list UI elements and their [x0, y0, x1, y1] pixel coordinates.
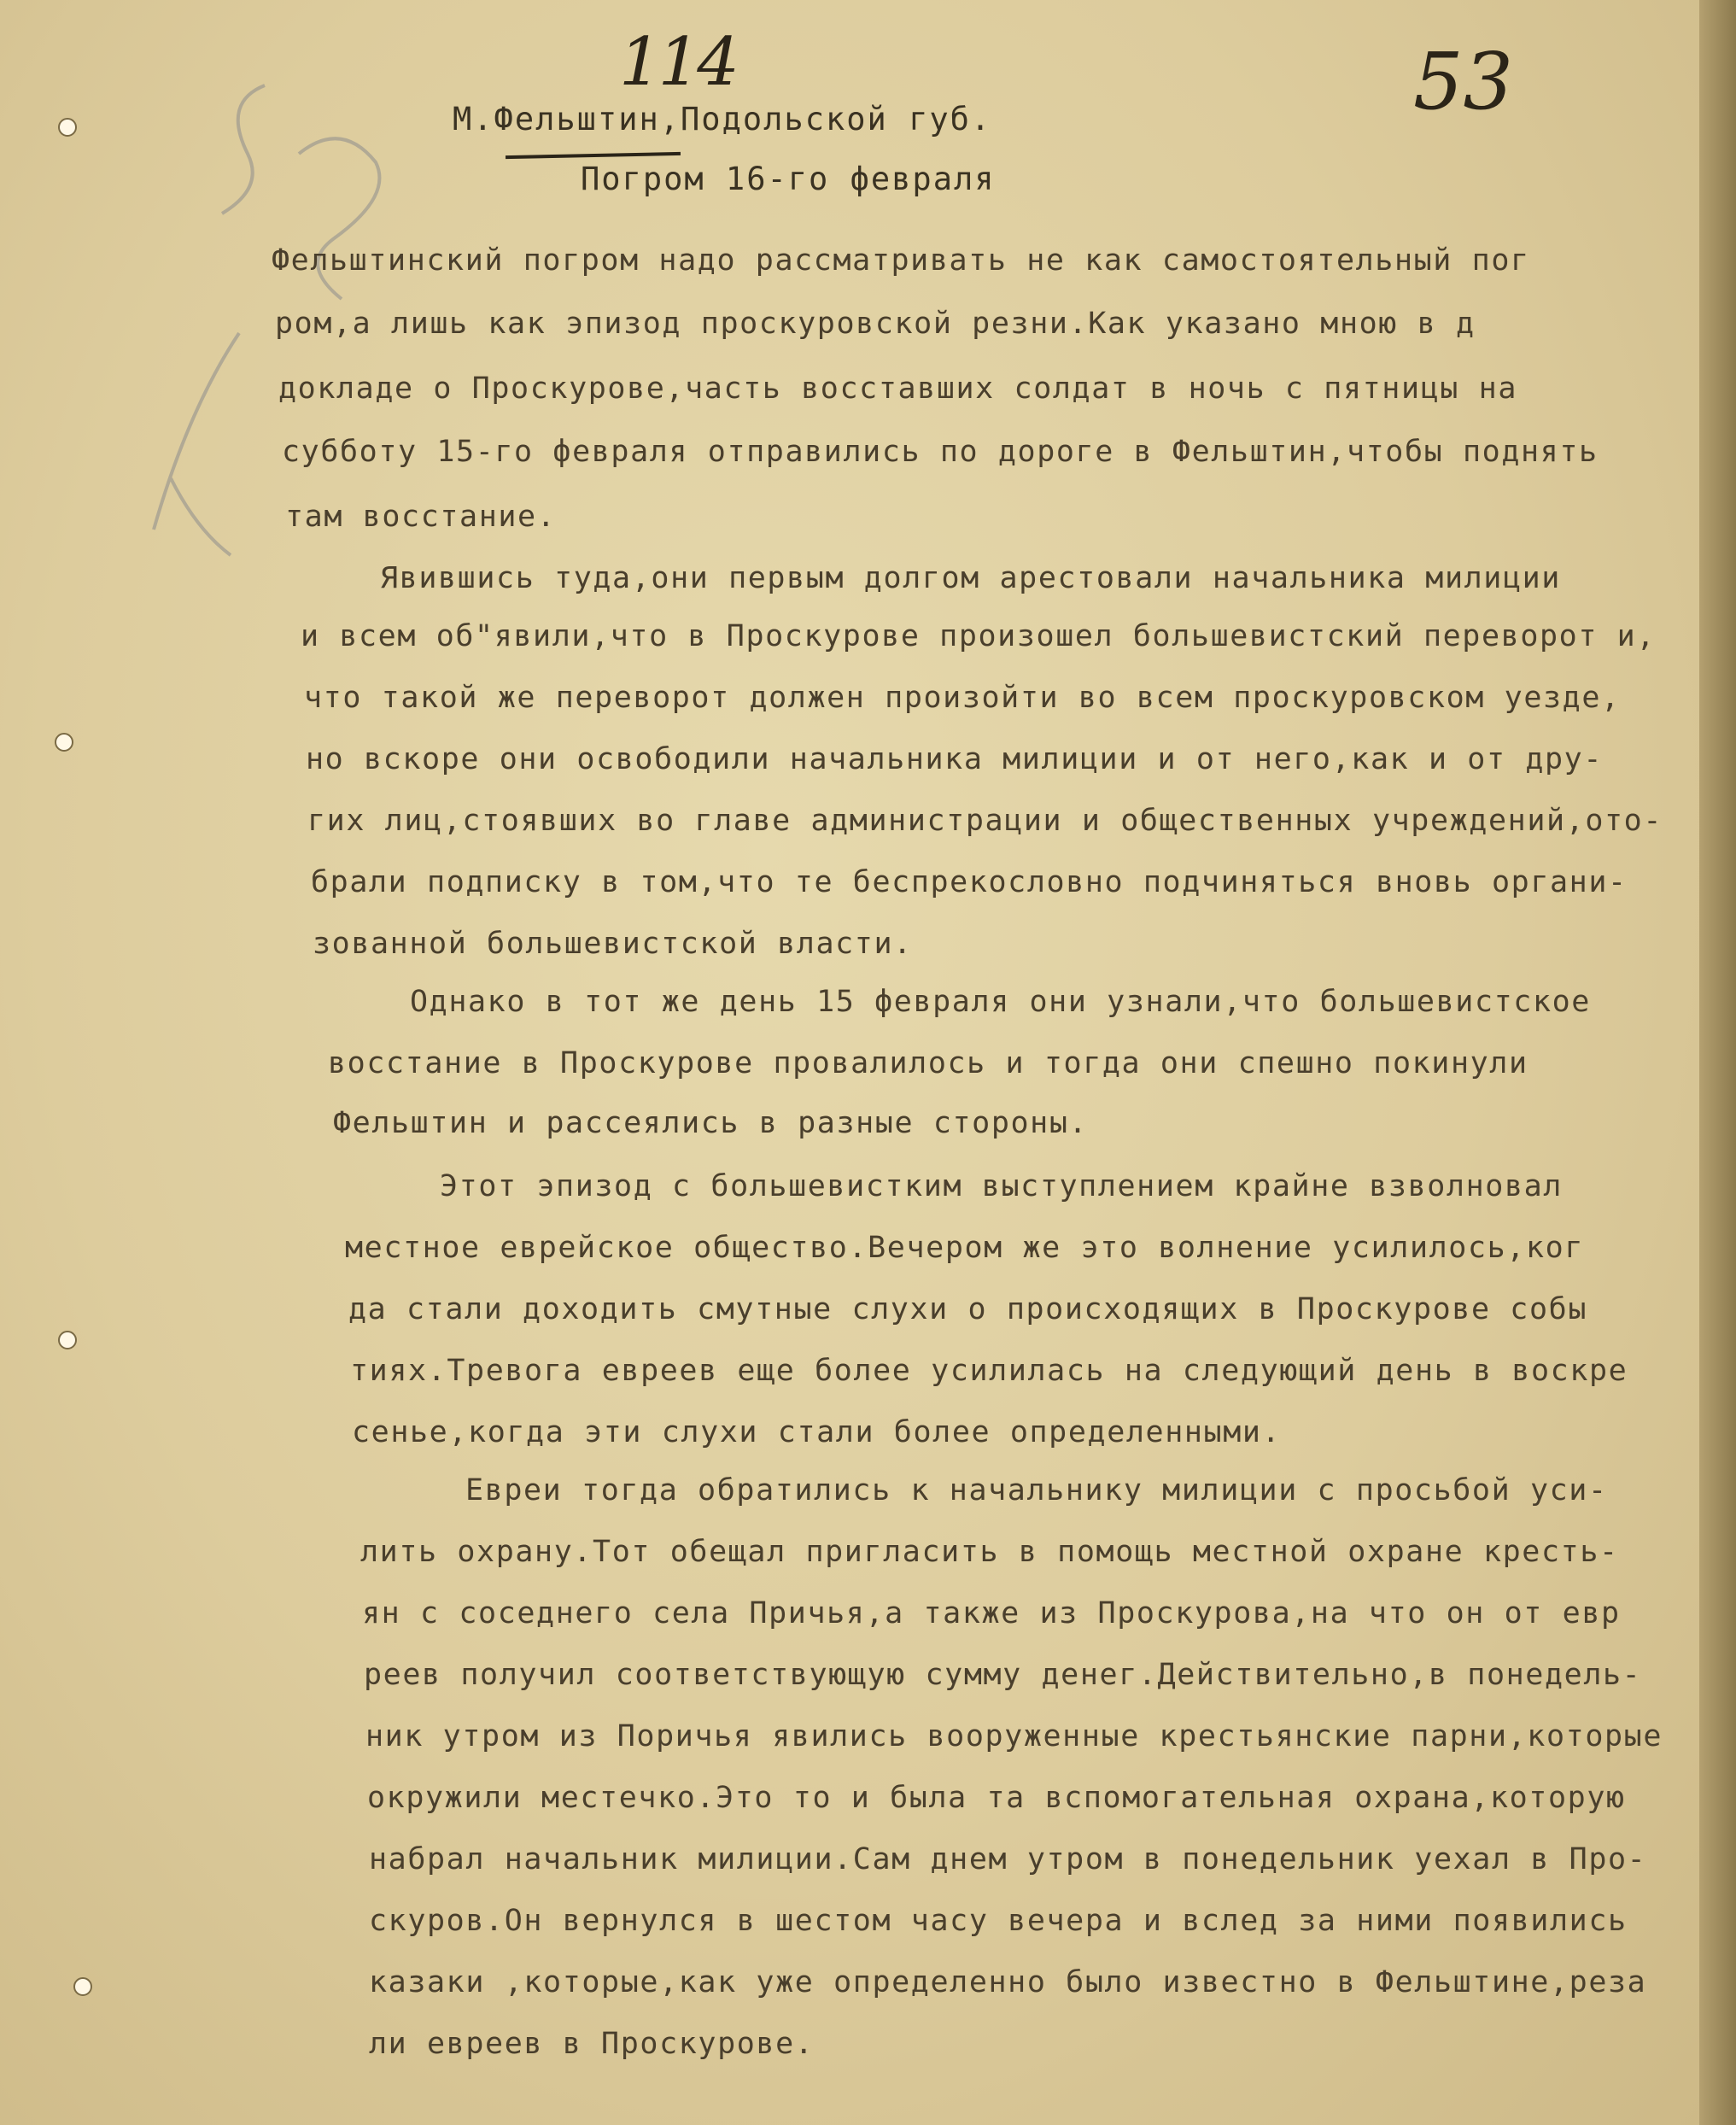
text-line: реев получил соответствующую сумму денег.Действительно,в понедель-	[364, 1658, 1642, 1692]
text-line: лить охрану.Тот обещал пригласить в помощь местной охране кресть-	[360, 1535, 1619, 1569]
punch-hole	[55, 733, 73, 752]
text-line: брали подписку в том,что те беспрекословно подчиняться вновь органи-	[311, 865, 1628, 899]
text-line: сенье,когда эти слухи стали более определенными.	[352, 1415, 1282, 1449]
text-line: восстание в Проскурове провалилось и тогда они спешно покинули	[328, 1046, 1528, 1080]
document-title: М.Фельштин,Подольской губ.	[453, 101, 992, 138]
text-line: Этот эпизод с большевистким выступлением крайне взволновал	[440, 1169, 1563, 1203]
text-line: местное еврейское общество.Вечером же это волнение усилилось,ког	[345, 1231, 1584, 1265]
text-line: окружили местечко.Это то и была та вспомогательная охрана,которую	[367, 1781, 1626, 1815]
text-line: субботу 15-го февраля отправились по дороге в Фельштин,чтобы поднять	[282, 435, 1599, 469]
text-line: но вскоре они освободили начальника милиции и от него,как и от дру-	[306, 742, 1604, 776]
text-line: гих лиц,стоявших во главе администрации и общественных учреждений,ото-	[307, 804, 1663, 838]
text-line: там восстание.	[285, 500, 557, 534]
title-underline	[506, 152, 681, 159]
text-line: казаки ,которые,как уже определенно было известно в Фельштине,реза	[369, 1965, 1647, 1999]
text-line: скуров.Он вернулся в шестом часу вечера и вслед за ними появились	[369, 1904, 1628, 1938]
text-line: ян с соседнего села Причья,а также из Проскурова,на что он от евр	[362, 1596, 1621, 1630]
text-line: набрал начальник милиции.Сам днем утром в понедельник уехал в Про-	[369, 1842, 1647, 1876]
punch-hole	[58, 1331, 77, 1349]
punch-hole	[58, 118, 77, 137]
old-folio-number: 114	[619, 24, 736, 101]
page-edge	[1699, 0, 1736, 2125]
text-line: ли евреев в Проскурове.	[369, 2027, 815, 2061]
text-line: что такой же переворот должен произойти во всем проскуровском уезде,	[304, 681, 1621, 715]
text-line: Однако в тот же день 15 февраля они узнали,что большевистское	[410, 985, 1591, 1019]
text-line: ник утром из Поричья явились вооруженные крестьянские парни,которые	[365, 1719, 1663, 1753]
sheet-number: 53	[1413, 36, 1514, 127]
text-line: тиях.Тревога евреев еще более усилилась на следующий день в воскре	[350, 1354, 1628, 1388]
text-line: ром,а лишь как эпизод проскуровской резни.Как указано мною в д	[275, 307, 1476, 341]
punch-hole	[73, 1977, 92, 1996]
text-line: Явившись туда,они первым долгом арестовали начальника милиции	[380, 561, 1561, 595]
text-line: Фельштин и рассеялись в разные стороны.	[333, 1106, 1089, 1140]
text-line: да стали доходить смутные слухи о происходящих в Проскурове собы	[348, 1292, 1587, 1326]
text-line: зованной большевистской власти.	[313, 927, 913, 961]
text-line: Фельштинский погром надо рассматривать не как самостоятельный пог	[272, 243, 1530, 278]
document-subtitle: Погром 16-го февраля	[581, 161, 996, 197]
text-line: и всем об"явили,что в Проскурове произошел большевистский переворот и,	[301, 619, 1657, 653]
text-line: докладе о Проскурове,часть восставших солдат в ночь с пятницы на	[278, 372, 1517, 406]
text-line: Евреи тогда обратились к начальнику милиции с просьбой уси-	[465, 1473, 1608, 1507]
